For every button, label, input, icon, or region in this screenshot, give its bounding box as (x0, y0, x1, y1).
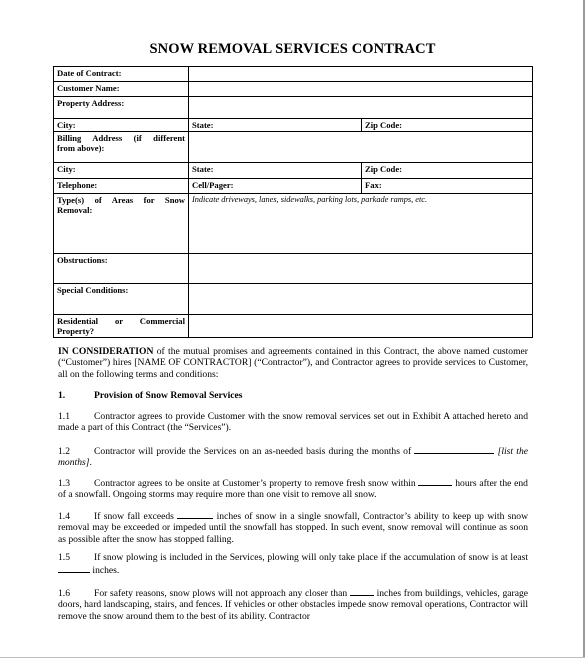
types-of-areas-field[interactable]: Indicate driveways, lanes, sidewalks, parking lots, parkade ramps, etc. (189, 194, 533, 254)
consideration-text: of the mutual promises and agreements contained in this Contract, the above named customer (“Customer”) hires [NAME OF CONTRACTOR] (“Contractor”), and Contractor agrees to provide services to Customer, all on the following terms and conditions: (58, 346, 528, 380)
date-of-contract-field[interactable] (189, 67, 533, 82)
row-customer (54, 82, 533, 97)
contract-form-table (53, 66, 533, 338)
row-city-2 (54, 163, 533, 179)
clause-1-1: 1.1 Contractor agrees to provide Customer with the snow removal services set out in Exhibit A attached hereto and made a part of this Contract (the “Services”). (58, 411, 528, 434)
row-phone (54, 179, 533, 194)
inches-snowfall-blank[interactable] (177, 509, 213, 519)
clause-1-3: 1.3 Contractor agrees to be onsite at Customer’s property to remove fresh snow within hours after the end of a snowfall. Ongoing storms may require more than one visit to remove all snow. (58, 478, 528, 501)
residential-commercial-label: Residential or Commercial Property? (54, 315, 189, 338)
document-title: SNOW REMOVAL SERVICES CONTRACT (149, 41, 436, 57)
property-address-field[interactable] (189, 97, 533, 119)
fax-label[interactable]: Fax: (362, 179, 533, 194)
row-property (54, 97, 533, 119)
customer-name-field[interactable] (189, 82, 533, 97)
billing-city-label[interactable]: City: (54, 163, 189, 179)
hours-blank[interactable] (418, 476, 452, 486)
state-label[interactable]: State: (189, 119, 362, 132)
billing-address-label: Billing Address (if different from above): (54, 132, 189, 163)
consideration-lead: IN CONSIDERATION (58, 346, 154, 357)
inches-distance-blank[interactable] (350, 586, 374, 596)
clause-1-4: 1.4 If snow fall exceeds inches of snow in a single snowfall, Contractor’s ability to keep up with snow removal may be exceeded or impeded until the snowfall has stopped. In such event, snow removal will continue as soon as possible after the snow has stopped falling. (58, 511, 528, 545)
months-blank[interactable] (414, 444, 494, 454)
row-obstructions (54, 254, 533, 284)
types-of-areas-label: Type(s) of Areas for Snow Removal: (54, 194, 189, 254)
property-address-label: Property Address: (54, 97, 189, 119)
zip-code-label[interactable]: Zip Code: (362, 119, 533, 132)
billing-zip-code-label[interactable]: Zip Code: (362, 163, 533, 179)
clause-1-2: 1.2 Contractor will provide the Services on an as-needed basis during the months of [list the months]. (58, 446, 529, 469)
clause-1-6: 1.6 For safety reasons, snow plows will not approach any closer than inches from buildings, vehicles, garage doors, hard landscaping, stairs, and fences. If vehicles or other obstacles impede snow removal operations, Contractor will remove the snow around them to the best of its ability. Contractor (58, 588, 529, 622)
section-1-heading: 1. Provision of Snow Removal Services (58, 390, 243, 401)
city-label[interactable]: City: (54, 119, 189, 132)
inches-accumulation-blank[interactable] (58, 563, 90, 573)
row-residential (54, 315, 533, 338)
row-types (54, 194, 533, 254)
obstructions-label: Obstructions: (54, 254, 189, 284)
customer-name-label: Customer Name: (54, 82, 189, 97)
clause-1-5: 1.5 If snow plowing is included in the Services, plowing will only take place if the accumulation of snow is at least inches. (58, 552, 528, 577)
section-1-title: Provision of Snow Removal Services (94, 390, 243, 401)
telephone-label[interactable]: Telephone: (54, 179, 189, 194)
consideration-paragraph (58, 346, 528, 380)
special-conditions-label: Special Conditions: (54, 284, 189, 315)
residential-commercial-field[interactable] (189, 315, 533, 338)
billing-state-label[interactable]: State: (189, 163, 362, 179)
date-of-contract-label: Date of Contract: (54, 67, 189, 82)
billing-address-field[interactable] (189, 132, 533, 163)
obstructions-field[interactable] (189, 254, 533, 284)
row-special (54, 284, 533, 315)
row-city-1 (54, 119, 533, 132)
cell-pager-label[interactable]: Cell/Pager: (189, 179, 362, 194)
row-billing (54, 132, 533, 163)
special-conditions-field[interactable] (189, 284, 533, 315)
row-date (54, 67, 533, 82)
